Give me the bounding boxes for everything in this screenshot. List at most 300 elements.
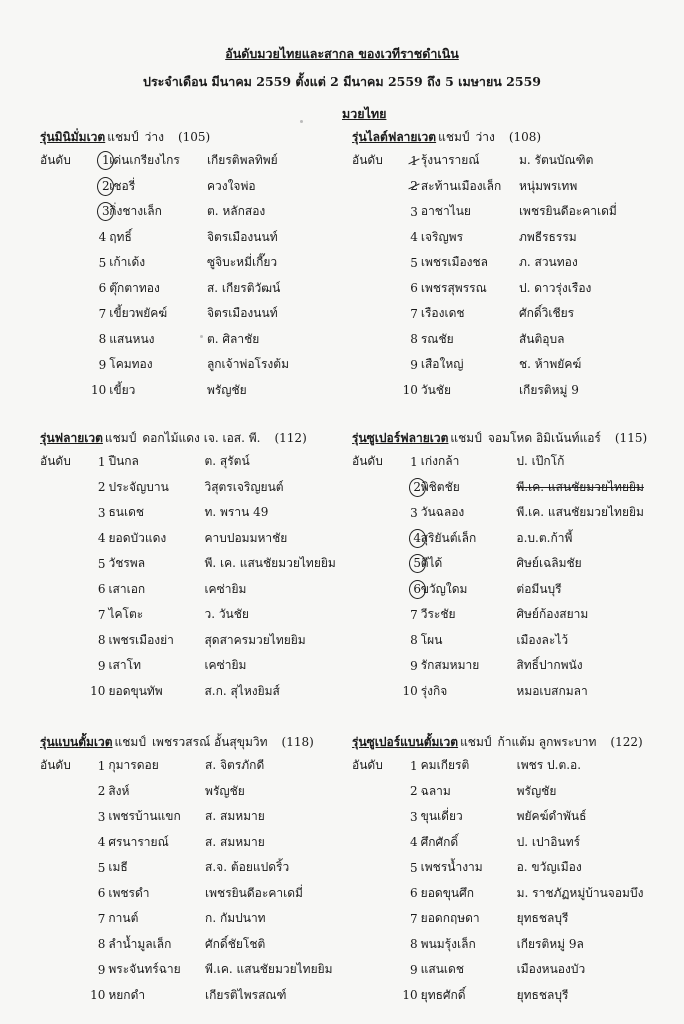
rank-label: อันดับ — [40, 454, 71, 469]
fighter-name-cell — [109, 327, 207, 353]
fighter-name-cell — [421, 753, 517, 779]
table-row — [40, 602, 370, 628]
table-row — [352, 830, 682, 856]
rank-label-cell — [352, 957, 396, 983]
fighter-name: รุ่งกิจ — [420, 683, 448, 698]
fighter-camp: ส. สมหมาย — [205, 809, 265, 824]
table-row — [352, 881, 682, 907]
rank-number-cell — [84, 577, 108, 603]
fighter-camp-cell — [519, 327, 682, 353]
rank-number-cell — [85, 225, 109, 251]
table-row — [352, 225, 682, 251]
rank-number: 10 — [90, 988, 106, 1003]
fighter-camp-cell — [516, 551, 682, 577]
rank-label-cell — [352, 449, 396, 475]
fighter-camp-cell — [207, 301, 370, 327]
fighter-camp-cell — [516, 475, 682, 501]
rank-number-cell — [396, 679, 420, 705]
fighter-name: ยอดขุนทัพ — [108, 683, 163, 698]
rank-label: อันดับ — [352, 454, 383, 469]
rank-number: 4 — [97, 835, 106, 850]
fighter-camp-cell — [204, 526, 370, 552]
rank-label-cell — [40, 449, 84, 475]
fighter-name-cell — [109, 174, 207, 200]
rank-number: 6 — [97, 582, 106, 597]
fighter-name-cell — [109, 199, 207, 225]
fighter-camp-cell — [207, 199, 370, 225]
fighter-camp-cell — [519, 199, 682, 225]
rank-number: 8 — [97, 937, 106, 952]
fighter-name: ขุนเดี่ยว — [420, 809, 463, 824]
rank-number: 1 — [410, 153, 418, 168]
table-row — [352, 276, 682, 302]
table-row — [40, 753, 370, 779]
table-row — [352, 679, 682, 705]
rank-label-cell — [352, 148, 397, 174]
fighter-camp: เมืองหนองบัว — [516, 962, 586, 977]
fighter-camp: อ.บ.ต.ก้าพี้ — [516, 530, 573, 545]
table-row — [352, 378, 682, 404]
fighter-camp: ยุทธชลบุรี — [516, 911, 569, 926]
rank-label-cell — [40, 602, 84, 628]
rank-number-cell — [85, 301, 109, 327]
table-row — [352, 449, 682, 475]
rank-number: 2 — [97, 480, 106, 495]
rank-label-cell — [352, 753, 396, 779]
fighter-name-cell — [421, 577, 517, 603]
table-row — [352, 551, 682, 577]
fighter-name-cell — [421, 526, 517, 552]
fighter-name-cell — [108, 500, 204, 526]
rank-label-cell — [40, 475, 84, 501]
fighter-camp: พี.เค. แสนชัยมวยไทยยิม — [516, 479, 644, 494]
fighter-name: เด่นเกรียงไกร — [109, 153, 180, 168]
fighter-camp: พรัญชัย — [516, 783, 557, 798]
table-row — [352, 855, 682, 881]
rank-label-cell — [352, 830, 396, 856]
rank-number: 4 — [410, 230, 418, 245]
table-row — [352, 779, 682, 805]
division-code: (115) — [614, 431, 648, 445]
fighter-name-cell — [108, 526, 204, 552]
rank-number: 2 — [410, 179, 418, 194]
fighter-camp-cell — [205, 983, 370, 1009]
rank-label-cell — [352, 602, 396, 628]
rank-number-cell — [396, 526, 420, 552]
fighter-camp: เกียรติหมู่ 9ล — [516, 936, 584, 951]
rank-number-cell — [84, 830, 108, 856]
division-code: (105) — [177, 130, 211, 144]
rank-number-cell — [396, 500, 420, 526]
fighter-camp-cell — [519, 276, 682, 302]
fighter-name-cell — [109, 148, 207, 174]
rank-label-cell — [40, 804, 84, 830]
fighter-name-cell — [421, 301, 519, 327]
rank-label-cell — [352, 378, 397, 404]
rank-number-cell — [84, 526, 108, 552]
rank-label-cell — [40, 753, 84, 779]
fighter-name-cell — [108, 449, 204, 475]
table-row — [352, 906, 682, 932]
fighter-camp-cell — [516, 602, 682, 628]
rank-label-cell — [40, 679, 84, 705]
fighter-name-cell — [108, 679, 204, 705]
fighter-camp-cell — [204, 628, 370, 654]
fighter-name: ตีได้ — [420, 556, 443, 571]
fighter-name-cell — [421, 148, 519, 174]
rank-label-cell — [40, 577, 84, 603]
fighter-name: โผน — [420, 632, 443, 647]
ranking-table — [352, 449, 682, 704]
fighter-camp-cell — [204, 602, 370, 628]
rank-label-cell — [352, 475, 396, 501]
fighter-camp: ลูกเจ้าพ่อโรงต้ม — [206, 357, 289, 372]
rank-label-cell — [40, 378, 85, 404]
fighter-name-cell — [421, 250, 519, 276]
fighter-camp: ศิษย์ก้องสยาม — [516, 607, 589, 622]
fighter-name-cell — [421, 932, 517, 958]
fighter-camp: ยุทธชลบุรี — [516, 987, 569, 1002]
rank-number-cell — [396, 602, 420, 628]
fighter-name: หยกดำ — [108, 987, 146, 1002]
rank-number: 8 — [410, 332, 418, 347]
rank-number-cell — [85, 250, 109, 276]
fighter-name: ยอดกฤษดา — [420, 911, 480, 926]
rank-number-cell — [397, 352, 421, 378]
fighter-camp: จิตรเมืองนนท์ — [206, 229, 278, 244]
fighter-camp-cell — [204, 475, 370, 501]
rank-number: 5 — [98, 255, 107, 270]
rank-label-cell — [352, 906, 396, 932]
table-row — [40, 174, 370, 200]
champion-label: แชมป์ — [450, 431, 482, 445]
fighter-name: เพชรบ้านแขก — [108, 809, 181, 824]
fighter-name-cell — [108, 653, 204, 679]
rank-label-cell — [352, 276, 397, 302]
table-row — [352, 250, 682, 276]
rank-number: 10 — [90, 684, 106, 699]
champion-label: แชมป์ — [104, 431, 137, 445]
table-row — [40, 983, 370, 1009]
rank-number-cell — [396, 983, 420, 1009]
rank-number-cell — [396, 753, 420, 779]
rank-number: 5 — [409, 554, 426, 573]
fighter-name-cell — [421, 653, 517, 679]
paper-speck — [300, 120, 303, 123]
rank-number-cell — [85, 276, 109, 302]
fighter-name: สุริยันต์เล็ก — [420, 530, 477, 545]
rank-number-cell — [84, 753, 108, 779]
ranking-table — [40, 449, 370, 704]
fighter-camp-cell — [207, 327, 370, 353]
fighter-name-cell — [421, 378, 519, 404]
rank-number-cell — [84, 628, 108, 654]
fighter-name-cell — [108, 475, 204, 501]
rank-number-cell — [397, 174, 421, 200]
rank-number: 1 — [410, 758, 418, 773]
rank-number-cell — [84, 932, 108, 958]
fighter-camp: ป. เป๊กโก้ — [516, 454, 565, 469]
fighter-camp: ม. ราชภัฏหมู่บ้านจอมบึง — [516, 885, 644, 900]
fighter-camp: ต. ศิลาชัย — [206, 331, 260, 346]
fighter-name-cell — [109, 276, 207, 302]
rank-number: 10 — [402, 988, 418, 1003]
fighter-name-cell — [421, 276, 519, 302]
table-row — [40, 577, 370, 603]
rank-label: อันดับ — [40, 153, 71, 168]
fighter-camp: ม. รัตนบัณฑิต — [518, 153, 594, 168]
fighter-camp-cell — [205, 881, 370, 907]
division-header — [352, 731, 682, 753]
table-row — [40, 449, 370, 475]
fighter-name-cell — [108, 753, 205, 779]
fighter-camp-cell — [204, 577, 370, 603]
fighter-camp: เมืองละไว้ — [516, 632, 569, 647]
division-header — [40, 427, 370, 449]
fighter-camp-cell — [517, 881, 682, 907]
fighter-camp-cell — [204, 679, 370, 705]
table-row — [352, 653, 682, 679]
fighter-camp-cell — [516, 628, 682, 654]
rank-label-cell — [40, 932, 84, 958]
rank-label-cell — [40, 526, 84, 552]
division-block — [40, 126, 370, 403]
table-row — [352, 804, 682, 830]
rank-label-cell — [40, 628, 84, 654]
fighter-name-cell — [421, 500, 517, 526]
table-row — [352, 352, 682, 378]
fighter-camp: อ. ขวัญเมือง — [516, 860, 582, 875]
fighter-name: กุมารดอย — [108, 758, 159, 773]
fighter-camp-cell — [519, 148, 682, 174]
fighter-name: พิชิตชัย — [420, 479, 460, 494]
table-row — [40, 628, 370, 654]
rank-number-cell — [84, 475, 108, 501]
rank-number: 1 — [97, 151, 114, 170]
rank-label-cell — [40, 983, 84, 1009]
rank-label-cell — [40, 148, 85, 174]
rank-label-cell — [352, 653, 396, 679]
rank-number-cell — [397, 276, 421, 302]
division-block — [40, 731, 370, 1008]
fighter-camp-cell — [517, 906, 682, 932]
fighter-camp: สุดสาครมวยไทยยิม — [204, 632, 306, 647]
champion-name: ว่าง — [144, 130, 164, 144]
rank-label-cell — [40, 250, 85, 276]
fighter-name-cell — [421, 957, 517, 983]
fighter-name: ยอดขุนศึก — [420, 885, 474, 900]
document-title: อันดับมวยไทยและสากล ของเวทีราชดำเนิน — [225, 46, 459, 61]
rank-number: 4 — [97, 531, 106, 546]
rank-number: 7 — [97, 607, 106, 622]
rank-label-cell — [40, 500, 84, 526]
fighter-camp: ท. พราน 49 — [204, 505, 269, 520]
fighter-camp: ส. จิตรภักดี — [205, 758, 265, 773]
fighter-camp: พี. เค. แสนชัยมวยไทยยิม — [204, 556, 336, 571]
fighter-name-cell — [421, 475, 517, 501]
fighter-name: ตุ๊กตาทอง — [109, 280, 160, 295]
fighter-camp: ควงใจพ่อ — [206, 178, 256, 193]
fighter-camp-cell — [207, 174, 370, 200]
table-row — [40, 957, 370, 983]
fighter-camp-cell — [516, 526, 682, 552]
fighter-camp-cell — [516, 577, 682, 603]
division-code: (122) — [610, 735, 643, 749]
rank-number-cell — [84, 449, 108, 475]
fighter-camp: ต่อมีนบุรี — [516, 581, 562, 596]
fighter-camp: จิตรเมืองนนท์ — [206, 306, 278, 321]
rank-number: 8 — [97, 633, 106, 648]
rank-number-cell — [85, 148, 109, 174]
fighter-camp-cell — [517, 804, 682, 830]
fighter-name-cell — [421, 779, 517, 805]
fighter-name: ศึกศักดิ์ — [420, 834, 459, 849]
rank-label-cell — [40, 174, 85, 200]
fighter-name-cell — [109, 250, 207, 276]
fighter-camp-cell — [207, 352, 370, 378]
rank-number-cell — [396, 906, 420, 932]
rank-number-cell — [396, 551, 420, 577]
fighter-name: เจริญพร — [420, 229, 464, 244]
rank-number: 5 — [97, 860, 106, 875]
fighter-camp: วิสุตรเจริญยนต์ — [204, 479, 284, 494]
fighter-camp: ส. เกียรติวัฒน์ — [206, 280, 281, 295]
fighter-camp-cell — [517, 855, 682, 881]
fighter-name: สิงห์ — [108, 783, 130, 798]
fighter-name: ฉลาม — [420, 783, 451, 798]
rank-number: 3 — [97, 202, 114, 221]
fighter-name: เก้าเด้ง — [109, 255, 146, 270]
rank-label-cell — [352, 352, 397, 378]
rank-number-cell — [396, 855, 420, 881]
rank-label-cell — [40, 653, 84, 679]
division-name: รุ่นแบนตั้มเวต — [40, 735, 113, 749]
champion-label: แชมป์ — [107, 130, 139, 144]
fighter-name-cell — [108, 804, 205, 830]
fighter-camp: ต. หลักสอง — [206, 204, 266, 219]
rank-label-cell — [352, 983, 396, 1009]
rank-number-cell — [396, 957, 420, 983]
table-row — [40, 830, 370, 856]
fighter-camp: หมอเบสกมลา — [516, 683, 588, 698]
fighter-camp-cell — [205, 830, 370, 856]
rank-number: 5 — [410, 860, 418, 875]
rank-label-cell — [352, 804, 396, 830]
table-row — [352, 983, 682, 1009]
fighter-camp: หนุ่มพรเทพ — [518, 178, 578, 193]
rank-number: 2 — [97, 784, 106, 799]
rank-number: 6 — [98, 281, 107, 296]
table-row — [352, 628, 682, 654]
fighter-camp: คาบปอมมหาชัย — [204, 530, 288, 545]
table-row — [352, 526, 682, 552]
rank-label-cell — [40, 551, 84, 577]
ranking-table — [40, 148, 370, 403]
fighter-name: วันชัย — [420, 382, 451, 397]
fighter-name: ปืนกล — [108, 454, 139, 469]
table-row — [40, 475, 370, 501]
fighter-name-cell — [421, 830, 517, 856]
fighter-name: อาชาไนย — [420, 204, 471, 219]
fighter-camp-cell — [516, 449, 682, 475]
fighter-name: ยอดบัวแดง — [108, 530, 167, 545]
rank-number-cell — [85, 327, 109, 353]
fighter-name: เชอรี่ — [109, 178, 136, 193]
table-row — [352, 500, 682, 526]
rank-number-cell — [84, 881, 108, 907]
fighter-camp-cell — [517, 753, 682, 779]
rank-number: 4 — [410, 835, 418, 850]
rank-label-cell — [352, 551, 396, 577]
rank-number: 7 — [98, 306, 107, 321]
champion-label: แชมป์ — [460, 735, 492, 749]
rank-number: 7 — [410, 607, 418, 622]
rank-number: 8 — [410, 633, 418, 648]
fighter-name-cell — [421, 327, 519, 353]
fighter-camp-cell — [517, 957, 682, 983]
fighter-camp-cell — [516, 500, 682, 526]
rank-number: 2 — [409, 478, 426, 497]
fighter-camp: ช. ห้าพยัคฆ์ — [518, 357, 582, 372]
fighter-camp: พี.เค. แสนชัยมวยไทยยิม — [205, 962, 333, 977]
table-row — [40, 551, 370, 577]
fighter-camp: พี.เค. แสนชัยมวยไทยยิม — [516, 505, 644, 520]
division-name: รุ่นซูเปอร์ฟลายเวต — [352, 431, 449, 445]
fighter-name-cell — [421, 449, 517, 475]
rank-label-cell — [40, 276, 85, 302]
fighter-camp: ก. กัมปนาท — [205, 911, 266, 926]
rank-label-cell — [352, 500, 396, 526]
rank-label-cell — [40, 327, 85, 353]
rank-number-cell — [397, 250, 421, 276]
table-row — [352, 753, 682, 779]
fighter-name: เพชรเมืองย่า — [108, 632, 174, 647]
fighter-name-cell — [421, 855, 517, 881]
rank-label-cell — [40, 352, 85, 378]
paper-speck — [200, 335, 203, 338]
fighter-name: เสาโท — [108, 658, 141, 673]
rank-label: อันดับ — [352, 153, 383, 168]
fighter-camp-cell — [205, 779, 370, 805]
rank-number: 6 — [97, 886, 106, 901]
fighter-name-cell — [108, 881, 205, 907]
table-row — [40, 199, 370, 225]
fighter-camp-cell — [519, 250, 682, 276]
rank-number: 10 — [90, 383, 107, 398]
rank-number-cell — [397, 148, 421, 174]
champion-name: เพชรวสรณ์ อั้นสุขุมวิท — [151, 735, 268, 749]
fighter-name: เพชรน้ำงาม — [420, 860, 483, 875]
rank-label-cell — [40, 301, 85, 327]
fighter-name-cell — [421, 174, 519, 200]
rank-label-cell — [40, 830, 84, 856]
rank-number-cell — [396, 628, 420, 654]
fighter-name-cell — [421, 628, 517, 654]
rank-number-cell — [84, 602, 108, 628]
rank-label-cell — [352, 250, 397, 276]
ranking-table — [352, 148, 682, 403]
rank-number: 6 — [410, 281, 418, 296]
table-row — [40, 653, 370, 679]
fighter-name: แสนเดช — [420, 962, 464, 977]
fighter-camp-cell — [205, 932, 370, 958]
champion-label: แชมป์ — [114, 735, 146, 749]
champion-label: แชมป์ — [438, 130, 470, 144]
rank-number: 7 — [97, 911, 106, 926]
rank-number: 4 — [409, 529, 426, 548]
fighter-camp-cell — [205, 855, 370, 881]
fighter-name: แสนหนง — [109, 331, 155, 346]
